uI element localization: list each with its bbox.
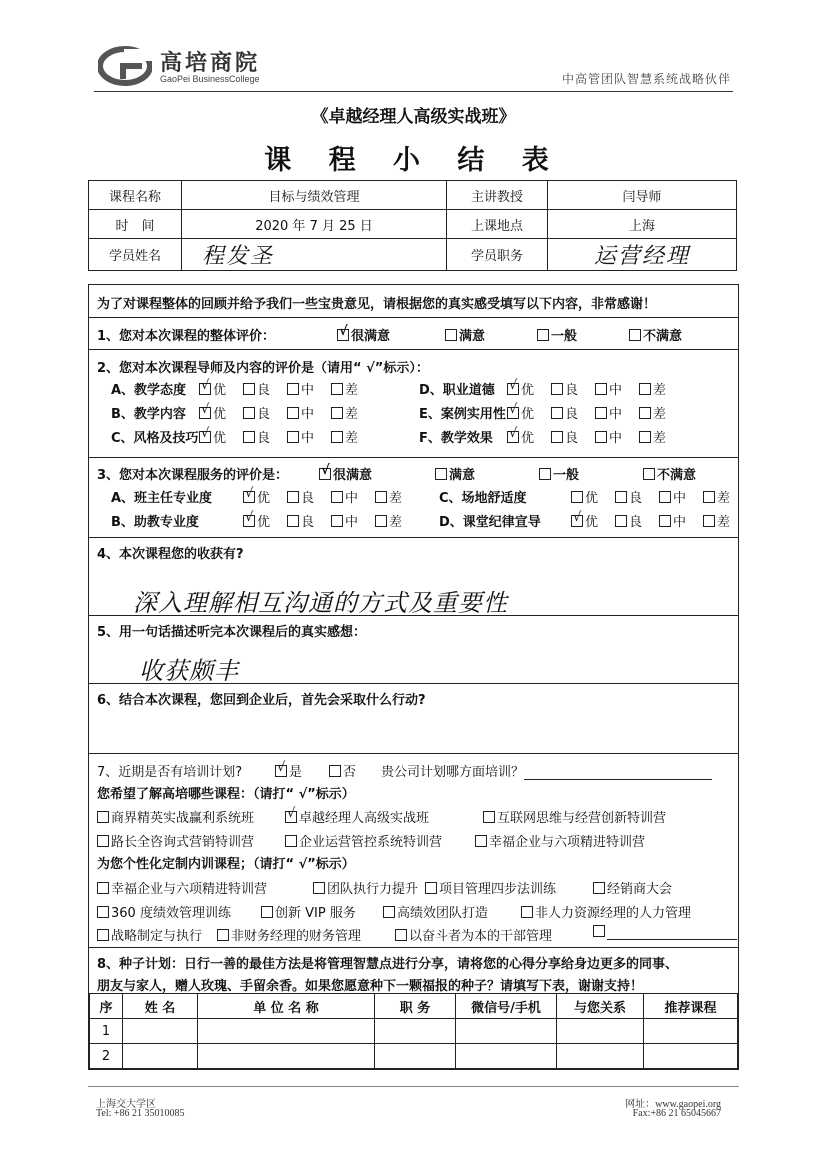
checkbox-icon[interactable]	[593, 925, 605, 937]
course-option-label: 企业运营管控系统特训营	[299, 835, 443, 850]
q5-section	[89, 615, 738, 616]
q3-grade-label: 优	[257, 515, 271, 530]
checkbox-icon[interactable]	[639, 383, 651, 395]
course-option-label: 商界精英实战赢利系统班	[111, 811, 255, 826]
checkbox-icon[interactable]	[595, 383, 607, 395]
checkbox-icon[interactable]	[375, 515, 387, 527]
custom-course-option[interactable]	[261, 902, 356, 921]
tagline: 中高管团队智慧系统战略伙伴	[561, 72, 731, 86]
checkbox-icon[interactable]	[539, 468, 551, 480]
q2-grade[interactable]	[507, 427, 534, 446]
q2-grade-label: 差	[653, 383, 667, 398]
custom-course-option[interactable]	[97, 925, 202, 944]
professor-label: 主讲教授	[447, 181, 548, 210]
q2-grade[interactable]	[331, 403, 358, 422]
checkbox-icon[interactable]	[285, 811, 297, 823]
q3-grade-label: 良	[629, 491, 643, 506]
checkbox-icon[interactable]	[287, 515, 299, 527]
referral-cell[interactable]	[375, 1044, 456, 1069]
checkbox-icon[interactable]	[199, 383, 211, 395]
q2-row-name: D、职业道德	[419, 383, 495, 398]
course-option-label: 幸福企业与六项精进特训营	[489, 835, 646, 850]
q2-grade[interactable]	[639, 427, 666, 446]
checkbox-icon[interactable]	[329, 765, 341, 777]
position-label: 学员职务	[447, 239, 548, 271]
checkbox-icon[interactable]	[615, 491, 627, 503]
q8-section	[89, 947, 738, 948]
custom-course-option-label: 项目管理四步法训练	[439, 882, 557, 897]
custom-course-option-label: 非财务经理的财务管理	[231, 929, 362, 944]
q3-grade[interactable]	[287, 511, 314, 530]
checkbox-icon[interactable]	[659, 515, 671, 527]
q2-row-name: F、教学效果	[419, 431, 493, 446]
checkbox-icon[interactable]	[551, 407, 563, 419]
custom-course-option-label: 经销商大会	[607, 882, 673, 897]
checkbox-icon[interactable]	[703, 491, 715, 503]
q4-answer[interactable]: 深入理解相互沟通的方式及重要性	[133, 589, 508, 617]
checkbox-icon[interactable]	[199, 431, 211, 443]
checkbox-icon[interactable]	[383, 906, 395, 918]
q3-grade-label: 差	[717, 515, 731, 530]
course-option[interactable]	[285, 807, 429, 826]
q2-grade-label: 中	[609, 431, 623, 446]
checkbox-icon[interactable]	[595, 431, 607, 443]
checkbox-icon[interactable]	[507, 431, 519, 443]
checkbox-icon[interactable]	[287, 407, 299, 419]
q2-grade[interactable]	[243, 427, 270, 446]
checkbox-icon[interactable]	[571, 491, 583, 503]
q3-grade[interactable]	[659, 511, 686, 530]
checkbox-icon[interactable]	[199, 407, 211, 419]
q2-grade-label: 良	[257, 431, 271, 446]
q3-unsatisfied[interactable]: 不满意	[643, 464, 696, 483]
q2-grade[interactable]	[243, 379, 270, 398]
checkbox-icon[interactable]	[537, 329, 549, 341]
footer-address: 上海交大学区	[96, 1099, 156, 1110]
place-value: 上海	[548, 210, 737, 239]
q3-grade[interactable]	[659, 487, 686, 506]
footer-fax: Fax:+86 21 65045667	[632, 1108, 721, 1119]
footer-website[interactable]: 网址：www.gaopei.org	[625, 1099, 721, 1110]
q2-grade-label: 良	[257, 383, 271, 398]
q3-row-name: B、助教专业度	[111, 515, 199, 530]
checkbox-icon[interactable]	[243, 383, 255, 395]
referral-cell[interactable]	[557, 1044, 644, 1069]
referral-cell[interactable]	[644, 1044, 738, 1069]
custom-course-option-label: 以奋斗者为本的干部管理	[409, 929, 553, 944]
q2-grade[interactable]	[551, 379, 578, 398]
q2-grade-label: 优	[213, 383, 227, 398]
checkbox-icon[interactable]	[331, 515, 343, 527]
footer-divider	[88, 1086, 739, 1087]
q2-grade-label: 良	[257, 407, 271, 422]
checkbox-icon[interactable]	[287, 431, 299, 443]
q6-section	[89, 683, 738, 684]
q3-grade-label: 中	[345, 491, 359, 506]
custom-course-option-label: 战略制定与执行	[111, 929, 203, 944]
row-number: 2	[90, 1044, 123, 1069]
brand-name-en: GaoPei BusinessCollege	[160, 74, 260, 84]
other-course-field[interactable]	[607, 927, 737, 940]
q2-grade-label: 优	[521, 383, 535, 398]
course-label: 课程名称	[89, 181, 182, 210]
q3-grade[interactable]	[287, 487, 314, 506]
checkbox-icon[interactable]	[287, 383, 299, 395]
q2-grade-label: 优	[213, 431, 227, 446]
q3-grade[interactable]	[243, 511, 270, 530]
q2-grade-label: 优	[521, 407, 535, 422]
q2-grade-label: 差	[345, 383, 359, 398]
referral-header: 姓 名	[123, 994, 198, 1019]
custom-course-option-label: 团队执行力提升	[327, 882, 419, 897]
course-title: 《卓越经理人高级实战班》	[311, 107, 516, 127]
q2-row-name: B、教学内容	[111, 407, 186, 422]
referral-cell[interactable]	[123, 1019, 198, 1044]
q2-grade-label: 中	[609, 383, 623, 398]
custom-course-option[interactable]	[425, 878, 556, 897]
place-label: 上课地点	[447, 210, 548, 239]
checkbox-icon[interactable]	[97, 811, 109, 823]
referral-cell[interactable]	[123, 1044, 198, 1069]
q2-grade[interactable]	[551, 427, 578, 446]
q7-sub1: 您希望了解高培哪些课程：（请打“ √”标示）	[97, 787, 355, 802]
q7-section	[89, 753, 738, 754]
checkbox-icon[interactable]	[703, 515, 715, 527]
checkbox-icon[interactable]	[593, 882, 605, 894]
course-option[interactable]	[285, 831, 442, 850]
referral-header: 微信号/手机	[456, 994, 557, 1019]
q7-plan-question: 贵公司计划哪方面培训？	[381, 761, 712, 780]
q3-very-satisfied[interactable]: √ 很满意	[319, 464, 372, 483]
checkbox-icon[interactable]	[639, 431, 651, 443]
referral-table	[89, 993, 738, 1069]
course-option[interactable]	[483, 807, 666, 826]
checkbox-icon[interactable]	[331, 491, 343, 503]
referral-header: 推荐课程	[644, 994, 738, 1019]
checkbox-icon[interactable]	[261, 906, 273, 918]
custom-course-option[interactable]	[395, 925, 552, 944]
checkbox-icon[interactable]	[615, 515, 627, 527]
q3-row-name: D、课堂纪律宣导	[439, 515, 541, 530]
q3-row-name: A、班主任专业度	[111, 491, 213, 506]
checkbox-icon[interactable]	[243, 491, 255, 503]
checkbox-icon[interactable]	[97, 882, 109, 894]
checkbox-icon[interactable]	[243, 431, 255, 443]
checkbox-icon[interactable]	[337, 329, 349, 341]
q3-section	[89, 457, 738, 458]
q2-grade[interactable]	[199, 403, 226, 422]
q2-grade[interactable]	[595, 379, 622, 398]
checkbox-icon[interactable]	[595, 407, 607, 419]
q2-grade[interactable]	[639, 403, 666, 422]
checkbox-icon[interactable]	[313, 882, 325, 894]
q2-section	[89, 349, 738, 350]
q1-section	[89, 317, 738, 318]
q3-grade[interactable]	[703, 511, 730, 530]
q7-no[interactable]: 否	[329, 761, 356, 780]
custom-course-option[interactable]	[313, 878, 418, 897]
q2-grade-label: 中	[609, 407, 623, 422]
q8-line1: 8、种子计划：日行一善的最佳方法是将管理智慧点进行分享，请将您的心得分享给身边更多的同事、	[97, 957, 679, 972]
row-number: 1	[90, 1019, 123, 1044]
q2-grade-label: 良	[565, 431, 579, 446]
q2-grade-label: 良	[565, 383, 579, 398]
course-option-label: 卓越经理人高级实战班	[299, 811, 430, 826]
q1-unsatisfied[interactable]: 不满意	[629, 325, 682, 344]
q3-grade[interactable]	[703, 487, 730, 506]
q4-label: 4、本次课程您的收获有?	[97, 547, 244, 562]
q3-grade[interactable]	[375, 511, 402, 530]
q3-grade-label: 中	[673, 515, 687, 530]
q5-answer[interactable]: 收获颇丰	[139, 657, 239, 685]
q5-label: 5、用一句话描述听完本次课程后的真实感想：	[97, 625, 367, 640]
course-option[interactable]	[475, 831, 645, 850]
q3-grade[interactable]	[375, 487, 402, 506]
checkbox-icon[interactable]	[483, 811, 495, 823]
q2-grade-label: 优	[213, 407, 227, 422]
referral-cell[interactable]	[456, 1019, 557, 1044]
form-title: 课 程 小 结 表	[264, 145, 563, 176]
q2-grade[interactable]	[331, 427, 358, 446]
q2-grade[interactable]	[507, 379, 534, 398]
q3-grade-label: 良	[629, 515, 643, 530]
custom-course-option-label: 创新 VIP 服务	[275, 906, 356, 921]
q3-grade[interactable]	[571, 511, 598, 530]
info-table	[88, 180, 737, 271]
custom-course-option-label: 360 度绩效管理训练	[111, 906, 231, 921]
checkbox-icon[interactable]	[571, 515, 583, 527]
q3-grade-label: 良	[301, 515, 315, 530]
time-value: 2020 年 7 月 25 日	[182, 210, 447, 239]
checkbox-icon[interactable]	[217, 929, 229, 941]
q7-label: 7、近期是否有培训计划?	[97, 765, 243, 780]
course-option[interactable]	[97, 831, 254, 850]
student-name-field[interactable]: 程发圣	[182, 239, 447, 271]
position-field[interactable]: 运营经理	[548, 239, 737, 271]
q7-sub2: 为您个性化定制内训课程；（请打“ √”标示）	[97, 857, 355, 872]
course-option[interactable]	[97, 807, 254, 826]
course-option-label: 路长全咨询式营销特训营	[111, 835, 255, 850]
footer-tel: Tel: +86 21 35010085	[96, 1108, 185, 1119]
referral-header: 单 位 名 称	[198, 994, 375, 1019]
table-row	[90, 1044, 738, 1069]
q2-row-name: C、风格及技巧	[111, 431, 199, 446]
checkbox-icon[interactable]	[643, 468, 655, 480]
q2-grade-label: 差	[653, 431, 667, 446]
q3-grade-label: 优	[585, 515, 599, 530]
checkbox-icon[interactable]	[629, 329, 641, 341]
q6-label: 6、结合本次课程，您回到企业后，首先会采取什么行动?	[97, 693, 426, 708]
checkbox-icon[interactable]	[521, 906, 533, 918]
professor-value: 闫导师	[548, 181, 737, 210]
checkbox-icon[interactable]	[507, 407, 519, 419]
q8-line2: 朋友与家人，赠人玫瑰、手留余香。如果您愿意种下一颗福报的种子？请填写下表，谢谢支持！	[97, 979, 644, 994]
referral-header: 与您关系	[557, 994, 644, 1019]
q3-average[interactable]: 一般	[539, 464, 579, 483]
referral-cell[interactable]	[557, 1019, 644, 1044]
q4-section	[89, 537, 738, 538]
checkbox-icon[interactable]	[285, 835, 297, 847]
q2-grade[interactable]	[243, 403, 270, 422]
q2-grade[interactable]	[287, 379, 314, 398]
checkbox-icon[interactable]	[375, 491, 387, 503]
q2-grade[interactable]	[331, 379, 358, 398]
checkbox-icon[interactable]	[243, 407, 255, 419]
custom-course-option[interactable]	[217, 925, 361, 944]
custom-course-option[interactable]	[593, 878, 672, 897]
student-label: 学员姓名	[89, 239, 182, 271]
checkbox-icon[interactable]	[275, 765, 287, 777]
custom-course-option[interactable]	[383, 902, 488, 921]
q3-grade-label: 优	[257, 491, 271, 506]
checkbox-icon[interactable]	[445, 329, 457, 341]
course-value: 目标与绩效管理	[182, 181, 447, 210]
q3-satisfied[interactable]: 满意	[435, 464, 475, 483]
q1-satisfied[interactable]: 满意	[445, 325, 485, 344]
referral-cell[interactable]	[375, 1019, 456, 1044]
q3-grade-label: 中	[673, 491, 687, 506]
checkbox-icon[interactable]	[319, 468, 331, 480]
checkbox-icon[interactable]	[331, 407, 343, 419]
q2-grade-label: 中	[301, 431, 315, 446]
q2-grade-label: 中	[301, 383, 315, 398]
checkbox-icon[interactable]	[435, 468, 447, 480]
checkbox-icon[interactable]	[659, 491, 671, 503]
q3-grade-label: 优	[585, 491, 599, 506]
table-row	[90, 1019, 738, 1044]
custom-course-option[interactable]	[521, 902, 691, 921]
q2-grade-label: 中	[301, 407, 315, 422]
custom-course-option[interactable]	[97, 878, 267, 897]
checkbox-icon[interactable]	[97, 929, 109, 941]
q2-grade[interactable]	[507, 403, 534, 422]
checkbox-icon[interactable]	[507, 383, 519, 395]
q2-grade[interactable]	[551, 403, 578, 422]
checkbox-icon[interactable]	[331, 431, 343, 443]
q2-grade[interactable]	[199, 379, 226, 398]
q3-grade[interactable]	[615, 487, 642, 506]
q2-grade[interactable]	[199, 427, 226, 446]
checkbox-icon[interactable]	[287, 491, 299, 503]
q2-row-name: E、案例实用性	[419, 407, 506, 422]
q3-label: 3、您对本次课程服务的评价是：	[97, 468, 289, 483]
intro-text: 为了对课程整体的回顾并给予我们一些宝贵意见，请根据您的真实感受填写以下内容，非常感谢！	[97, 297, 657, 312]
q1-label: 1、您对本次课程的整体评价：	[97, 329, 276, 344]
q2-grade-label: 差	[345, 407, 359, 422]
q2-grade[interactable]	[287, 427, 314, 446]
course-option-label: 互联网思维与经营创新特训营	[497, 811, 667, 826]
q3-grade-label: 中	[345, 515, 359, 530]
checkbox-icon[interactable]	[551, 383, 563, 395]
checkbox-icon[interactable]	[243, 515, 255, 527]
q3-grade-label: 差	[389, 491, 403, 506]
q2-grade-label: 优	[521, 431, 535, 446]
checkbox-icon[interactable]	[425, 882, 437, 894]
plan-field[interactable]	[524, 767, 712, 780]
q2-grade[interactable]	[595, 427, 622, 446]
referral-cell[interactable]	[456, 1044, 557, 1069]
referral-cell[interactable]	[198, 1019, 375, 1044]
q2-grade[interactable]	[595, 403, 622, 422]
q3-grade[interactable]	[331, 511, 358, 530]
checkbox-icon[interactable]	[395, 929, 407, 941]
referral-cell[interactable]	[198, 1044, 375, 1069]
custom-course-option-label: 幸福企业与六项精进特训营	[111, 882, 268, 897]
q2-grade-label: 差	[653, 407, 667, 422]
q3-grade-label: 良	[301, 491, 315, 506]
time-label: 时 间	[89, 210, 182, 239]
q2-grade[interactable]	[639, 379, 666, 398]
referral-header: 职 务	[375, 994, 456, 1019]
q2-grade-label: 良	[565, 407, 579, 422]
checkbox-icon[interactable]	[551, 431, 563, 443]
checkbox-icon[interactable]	[97, 835, 109, 847]
q1-very-satisfied[interactable]: √ 很满意	[337, 325, 390, 344]
referral-header: 序	[90, 994, 123, 1019]
q3-grade-label: 差	[389, 515, 403, 530]
q3-row-name: C、场地舒适度	[439, 491, 527, 506]
q3-grade-label: 差	[717, 491, 731, 506]
q3-grade[interactable]	[571, 487, 598, 506]
checkbox-icon[interactable]	[331, 383, 343, 395]
q2-grade[interactable]	[287, 403, 314, 422]
q3-grade[interactable]	[615, 511, 642, 530]
brand-name-cn: 高培商院	[160, 51, 261, 76]
q2-row-name: A、教学态度	[111, 383, 187, 398]
q3-grade[interactable]	[331, 487, 358, 506]
q7-yes[interactable]: √ 是	[275, 761, 302, 780]
q2-label: 2、您对本次课程导师及内容的评价是（请用“ √”标示）：	[97, 361, 429, 376]
custom-course-option-label: 高绩效团队打造	[397, 906, 489, 921]
custom-course-option[interactable]	[97, 902, 231, 921]
checkbox-icon[interactable]	[639, 407, 651, 419]
q2-grade-label: 差	[345, 431, 359, 446]
header-divider	[94, 91, 733, 92]
q3-grade[interactable]	[243, 487, 270, 506]
checkbox-icon[interactable]	[97, 906, 109, 918]
custom-course-other[interactable]	[593, 925, 737, 940]
custom-course-option-label: 非人力资源经理的人力管理	[535, 906, 692, 921]
questionnaire	[88, 284, 739, 1070]
gaopei-logo	[98, 46, 152, 86]
referral-cell[interactable]	[644, 1019, 738, 1044]
checkbox-icon[interactable]	[475, 835, 487, 847]
q1-average[interactable]: 一般	[537, 325, 577, 344]
